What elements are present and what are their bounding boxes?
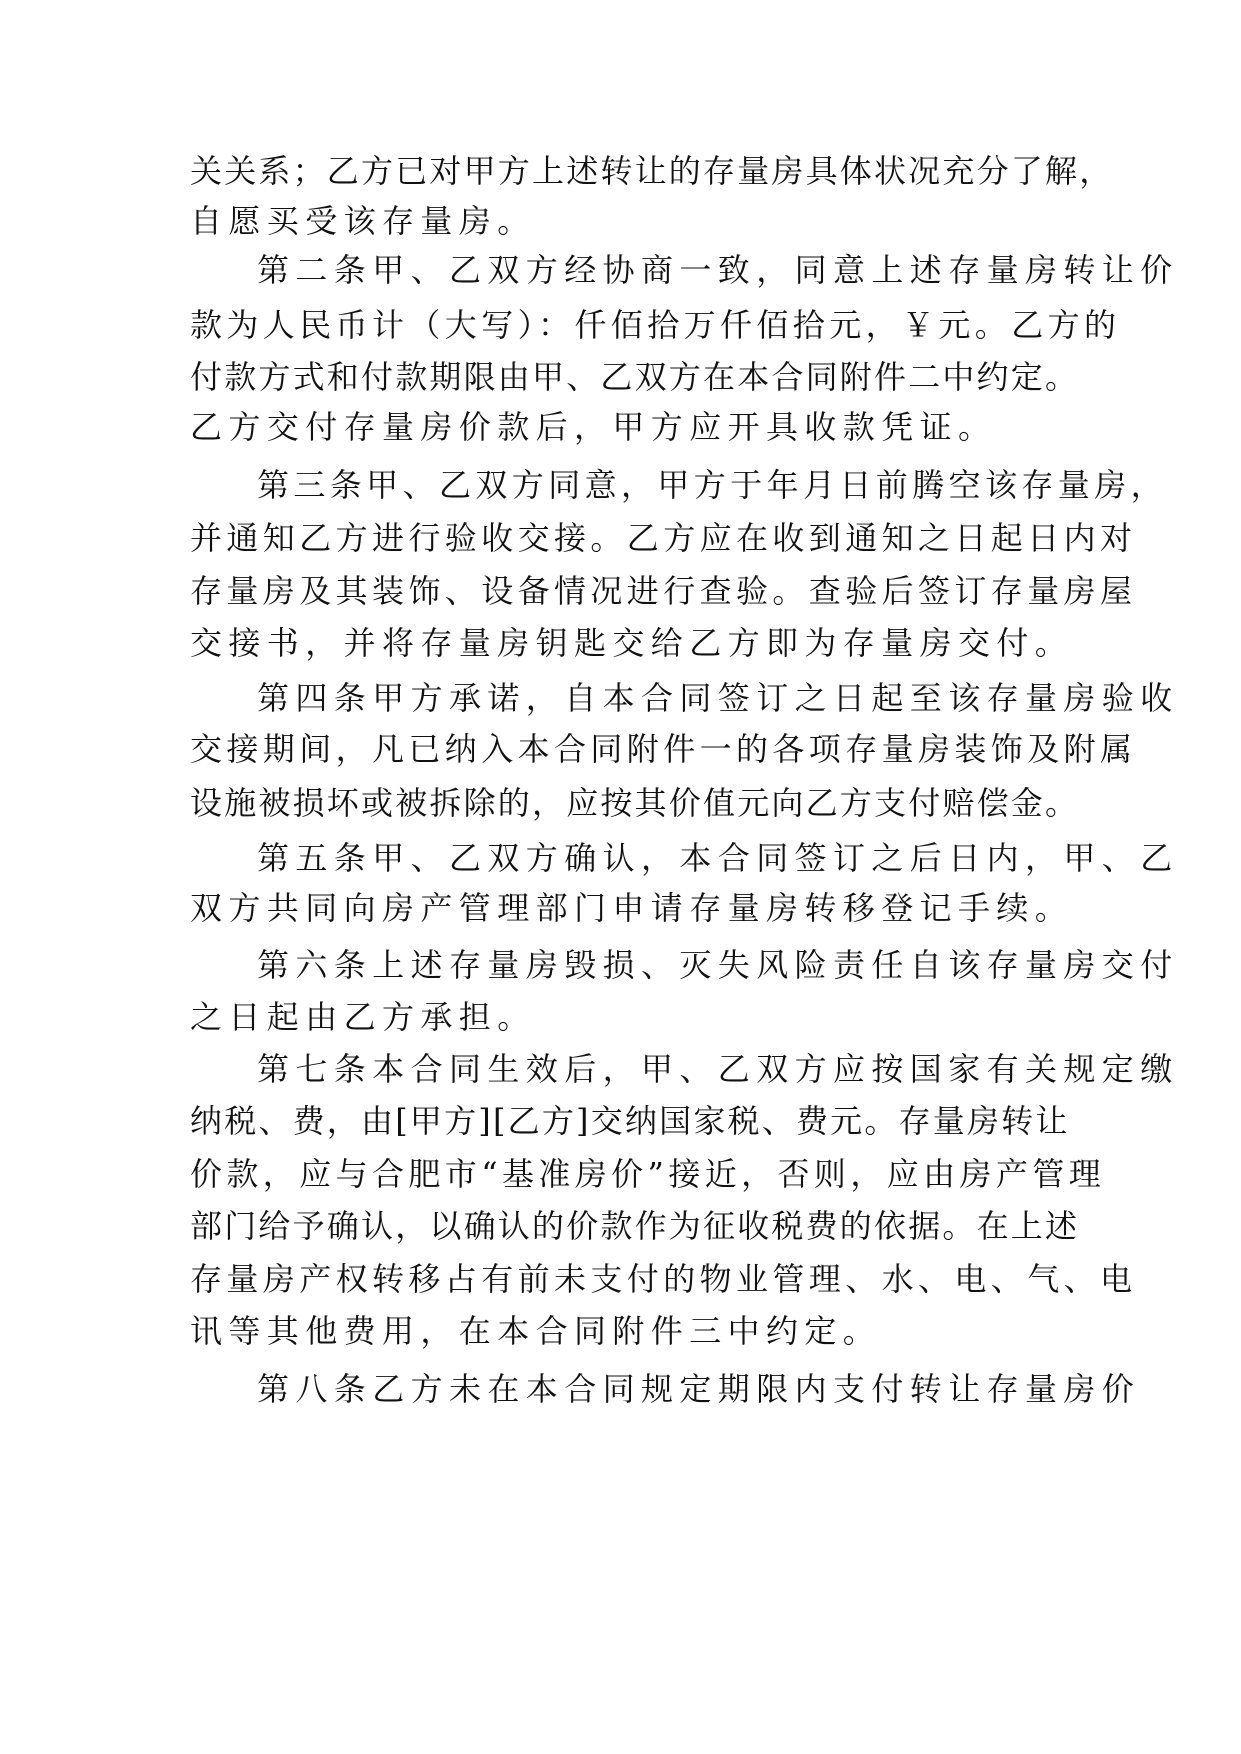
text-line-21: 部门给予确认，以确认的价款作为征收税费的依据。在上述: [190, 1207, 1080, 1245]
text-line-14: 第五条甲、乙双方确认，本合同签订之后日内，甲、乙: [257, 839, 1179, 877]
text-line-7: 第三条甲、乙双方同意，甲方于年月日前腾空该存量房，: [257, 466, 1168, 504]
text-line-18: 第七条本合同生效后，甲、乙双方应按国家有关规定缴: [257, 1050, 1179, 1088]
text-line-16: 第六条上述存量房毁损、灭失风险责任自该存量房交付: [257, 946, 1179, 984]
text-line-5: 付款方式和付款期限由甲、乙双方在本合同附件二中约定。: [190, 358, 1080, 396]
text-line-4: 款为人民币计（大写）：仟佰拾万仟佰拾元，￥元。乙方的: [190, 306, 1121, 344]
text-line-22: 存量房产权转移占有前未支付的物业管理、水、电、气、电: [190, 1260, 1137, 1298]
text-line-17: 之日起由乙方承担。: [190, 998, 536, 1036]
text-line-9: 存量房及其装饰、设备情况进行查验。查验后签订存量房屋: [190, 572, 1137, 610]
text-line-2: 自愿买受该存量房。: [190, 202, 536, 240]
text-line-24: 第八条乙方未在本合同规定期限内支付转让存量房价: [257, 1370, 1141, 1408]
text-line-3: 第二条甲、乙双方经协商一致，同意上述存量房转让价: [257, 251, 1179, 289]
text-line-8: 并通知乙方进行验收交接。乙方应在收到通知之日起日内对: [190, 519, 1137, 557]
text-line-6: 乙方交付存量房价款后，甲方应开具收款凭证。: [190, 408, 997, 446]
text-line-20: 价款，应与合肥市“基准房价”接近，否则，应由房产管理: [190, 1155, 1106, 1193]
text-line-11: 第四条甲方承诺，自本合同签订之日起至该存量房验收: [257, 679, 1179, 717]
text-line-23: 讯等其他费用，在本合同附件三中约定。: [190, 1312, 882, 1350]
text-line-1: 关关系；乙方已对甲方上述转让的存量房具体状况充分了解，: [190, 152, 1114, 190]
text-line-12: 交接期间，凡已纳入本合同附件一的各项存量房装饰及附属: [190, 730, 1137, 768]
text-line-19: 纳税、费，由[甲方][乙方]交纳国家税、费元。存量房转让: [190, 1102, 1070, 1140]
text-line-13: 设施被损坏或被拆除的，应按其价值元向乙方支付赔偿金。: [190, 784, 1080, 822]
text-line-10: 交接书，并将存量房钥匙交给乙方即为存量房交付。: [190, 624, 1074, 662]
text-line-15: 双方共同向房产管理部门申请存量房转移登记手续。: [190, 889, 1074, 927]
